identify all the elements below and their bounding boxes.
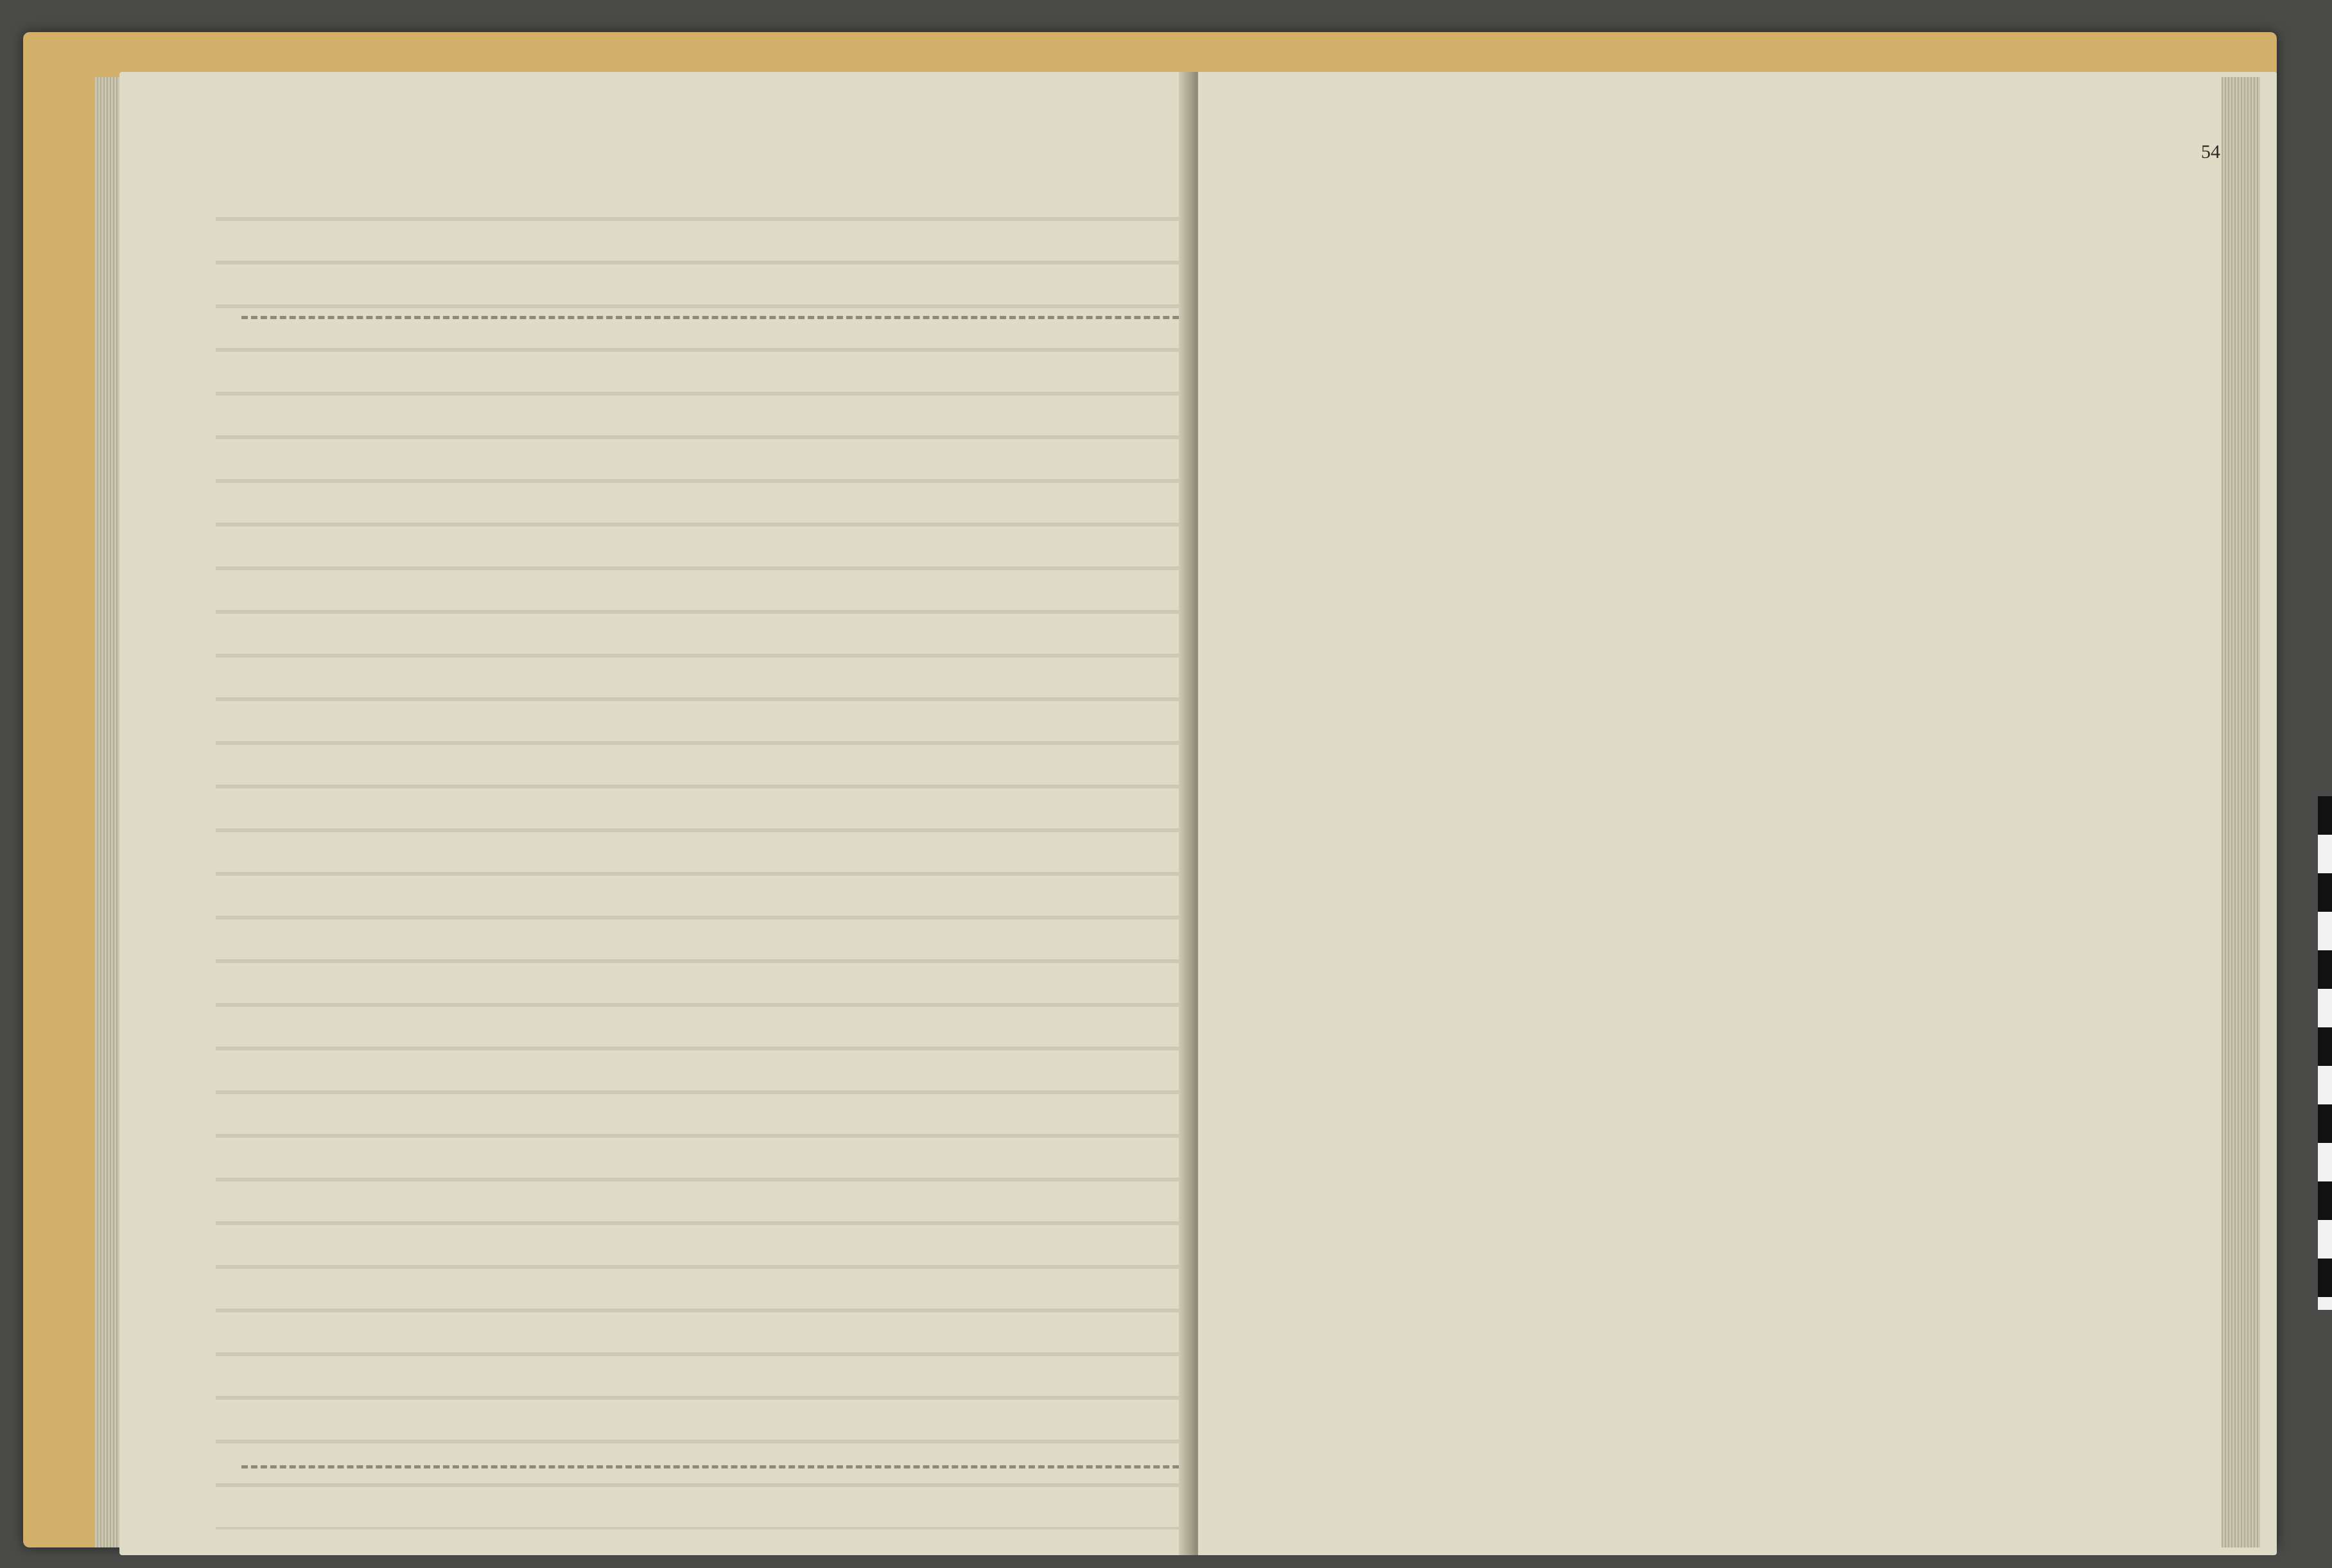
right-page	[1198, 72, 2277, 1555]
page-number: 54	[2201, 141, 2220, 162]
separator-top	[241, 316, 1192, 319]
left-page	[119, 72, 1192, 1555]
color-scale-bar	[2318, 796, 2332, 1310]
book	[23, 32, 2277, 1547]
page-edges-right	[2222, 77, 2260, 1547]
separator-bottom	[241, 1465, 1192, 1468]
reverse-side-bleed	[216, 181, 1192, 1529]
